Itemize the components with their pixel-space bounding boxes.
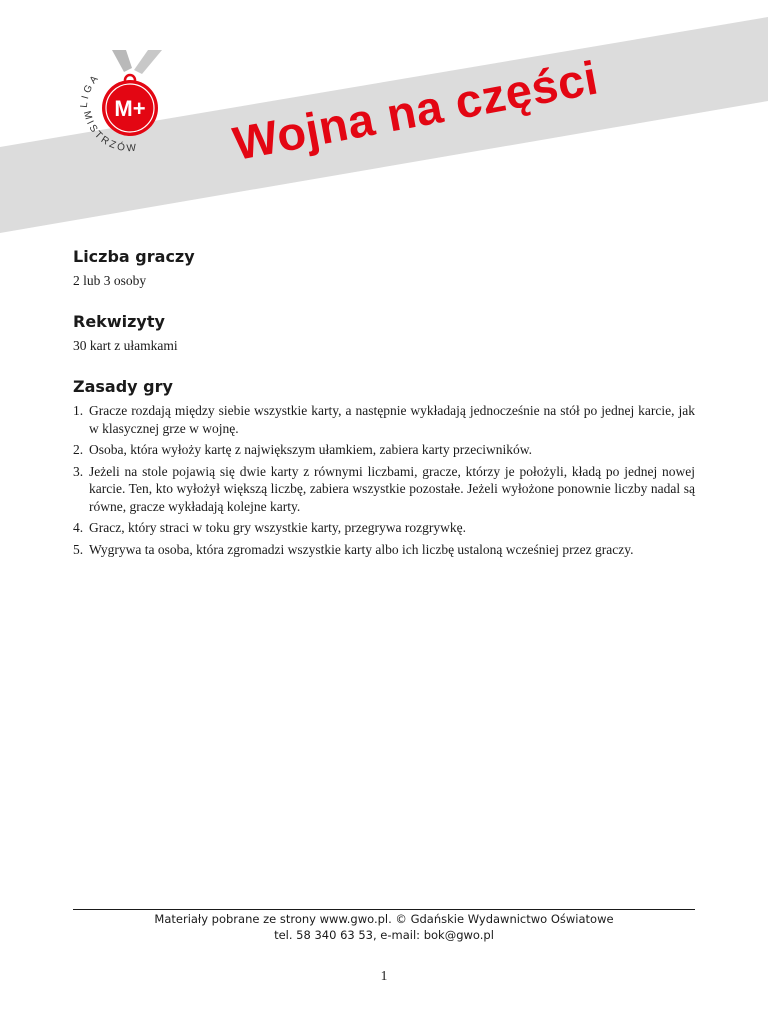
list-item-number: 5. <box>73 541 84 557</box>
section-heading-props: Rekwizyty <box>73 312 165 331</box>
logo-text-top: LIGA <box>78 71 103 109</box>
list-item-number: 1. <box>73 403 84 418</box>
list-item <box>73 541 695 559</box>
logo-emblem: M+ <box>114 96 146 121</box>
footer-line-2: tel. 58 340 63 53, e-mail: bok@gwo.pl <box>274 928 494 942</box>
list-item <box>73 402 695 437</box>
rules-list <box>73 402 695 558</box>
section-heading-players: Liczba graczy <box>73 247 195 266</box>
footer <box>73 911 695 943</box>
list-item <box>73 519 695 537</box>
list-item-text: Gracz, który straci w toku gry wszystkie karty, przegrywa rozgrywkę. <box>89 520 466 535</box>
section-heading-rules: Zasady gry <box>73 377 173 396</box>
list-item <box>73 441 695 459</box>
page-number: 1 <box>380 968 388 983</box>
footer-line-1: Materiały pobrane ze strony www.gwo.pl. © Gdańskie Wydawnictwo Oświatowe <box>154 912 614 926</box>
svg-text:LIGA <box>79 72 103 109</box>
main-content <box>73 247 695 562</box>
liga-mistrzow-medal-icon <box>70 50 190 170</box>
list-item <box>73 463 695 516</box>
list-item-number: 4. <box>73 520 84 535</box>
page-title: Wojna na części <box>228 50 603 170</box>
list-item-text: Osoba, która wyłoży kartę z największym ułamkiem, zabiera karty przeciwników. <box>89 442 532 457</box>
logo-text-bottom: MISTRZÓW <box>80 109 139 155</box>
footer-divider <box>73 909 695 910</box>
list-item-text: Jeżeli na stole pojawią się dwie karty z równymi liczbami, gracze, którzy je położyli, kładą po jednej nowej karcie. Ten, kto wyłożył większą liczbę, zabiera wszystkie pozostałe. Jeżeli wyłożone ponownie liczby nadal są równe, gracze wykładają kolejne karty. <box>89 463 695 514</box>
section-text-players: 2 lub 3 osoby <box>73 273 147 288</box>
list-item-text: Wygrywa ta osoba, która zgromadzi wszystkie karty albo ich liczbę ustaloną wcześniej przez graczy. <box>89 541 634 557</box>
section-text-props: 30 kart z ułamkami <box>73 338 178 353</box>
list-item-number: 3. <box>73 463 84 479</box>
list-item-text: Gracze rozdają między siebie wszystkie karty, a następnie wykładają jednocześnie na stół po jednej karcie, jak w klasycznej grze w wojnę. <box>89 403 695 436</box>
list-item-number: 2. <box>73 442 84 457</box>
